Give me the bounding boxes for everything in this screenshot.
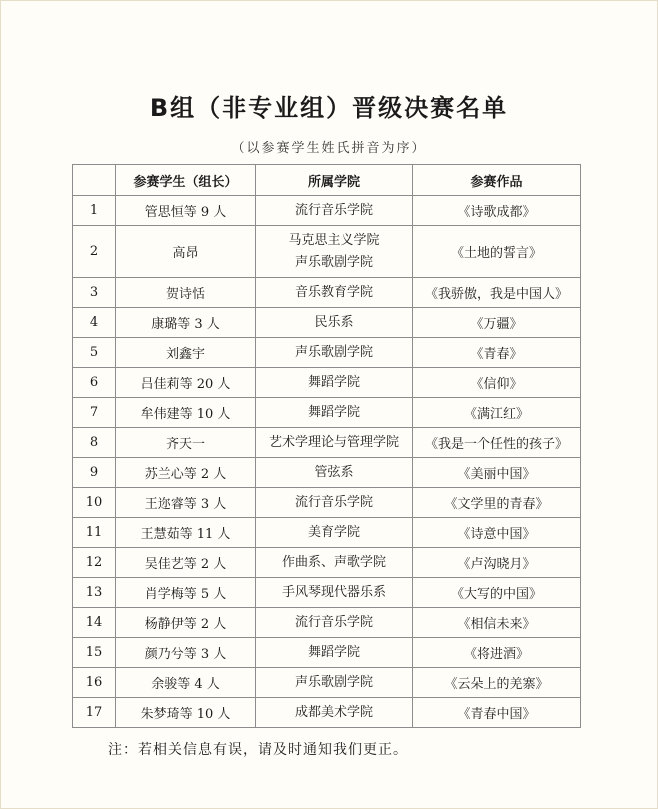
row-index: 13 [73, 578, 116, 608]
row-index: 17 [73, 698, 116, 728]
table-row [73, 548, 581, 578]
college-cell [256, 638, 413, 668]
row-index: 8 [73, 428, 116, 458]
row-index: 14 [73, 608, 116, 638]
work-cell: 《青春中国》 [413, 698, 581, 728]
work-cell: 《诗歌成都》 [413, 196, 581, 226]
work-cell: 《将进酒》 [413, 638, 581, 668]
work-cell: 《相信未来》 [413, 608, 581, 638]
college-name: 舞蹈学院 [307, 374, 360, 390]
college-name: 舞蹈学院 [307, 644, 360, 660]
college-cell [256, 308, 413, 338]
student-cell: 贺诗恬 [116, 278, 256, 308]
student-cell: 康璐等 3 人 [116, 308, 256, 338]
table-row [73, 196, 581, 226]
work-cell: 《卢沟晓月》 [413, 548, 581, 578]
college-cell [256, 488, 413, 518]
college-cell [256, 578, 413, 608]
college-name: 声乐歌剧学院 [294, 344, 373, 360]
college-cell [256, 428, 413, 458]
college-name: 民乐系 [314, 314, 354, 330]
page-title: B组（非专业组）晋级决赛名单 [149, 94, 509, 122]
table-row [73, 488, 581, 518]
student-cell: 刘鑫宇 [116, 338, 256, 368]
college-cell [256, 698, 413, 728]
student-cell: 肖学梅等 5 人 [116, 578, 256, 608]
table-row [73, 338, 581, 368]
student-cell: 管思恒等 9 人 [116, 196, 256, 226]
work-cell: 《满江红》 [413, 398, 581, 428]
table-row [73, 458, 581, 488]
college-name: 流行音乐学院 [294, 494, 373, 510]
row-index: 3 [73, 278, 116, 308]
college-cell [256, 196, 413, 226]
college-name: 管弦系 [314, 464, 354, 480]
college-cell [256, 458, 413, 488]
table-body [73, 196, 581, 728]
table-row [73, 518, 581, 548]
table-row [73, 368, 581, 398]
college-name: 艺术学理论与管理学院 [268, 434, 399, 450]
student-cell: 朱梦琦等 10 人 [116, 698, 256, 728]
table-row [73, 226, 581, 278]
work-cell: 《诗意中国》 [413, 518, 581, 548]
college-cell [256, 368, 413, 398]
row-index: 2 [73, 226, 116, 278]
work-cell: 《万疆》 [413, 308, 581, 338]
college-cell [256, 668, 413, 698]
college-cell [256, 608, 413, 638]
student-cell: 吕佳莉等 20 人 [116, 368, 256, 398]
table-row [73, 608, 581, 638]
student-cell: 吴佳艺等 2 人 [116, 548, 256, 578]
row-index: 7 [73, 398, 116, 428]
student-cell: 王慧茹等 11 人 [116, 518, 256, 548]
college-name: 马克思主义学院 [288, 232, 380, 248]
header-college: 所属学院 [256, 165, 413, 196]
table-row [73, 668, 581, 698]
college-cell [256, 518, 413, 548]
student-cell: 高昂 [116, 226, 256, 278]
college-name: 流行音乐学院 [294, 202, 373, 218]
college-name: 声乐歌剧学院 [294, 674, 373, 690]
work-cell: 《美丽中国》 [413, 458, 581, 488]
footnote: 注：若相关信息有误，请及时通知我们更正。 [108, 742, 408, 758]
work-cell: 《文学里的青春》 [413, 488, 581, 518]
student-cell: 余骏等 4 人 [116, 668, 256, 698]
row-index: 4 [73, 308, 116, 338]
row-index: 1 [73, 196, 116, 226]
work-cell: 《土地的誓言》 [413, 226, 581, 278]
row-index: 15 [73, 638, 116, 668]
work-cell: 《大写的中国》 [413, 578, 581, 608]
college-cell [256, 278, 413, 308]
header-student: 参赛学生（组长） [116, 165, 256, 196]
row-index: 10 [73, 488, 116, 518]
table-row [73, 698, 581, 728]
student-cell: 苏兰心等 2 人 [116, 458, 256, 488]
college-cell [256, 338, 413, 368]
college-name: 手风琴现代器乐系 [281, 584, 386, 600]
row-index: 9 [73, 458, 116, 488]
header-work: 参赛作品 [413, 165, 581, 196]
table-header-row [73, 165, 581, 196]
college-cell [256, 226, 413, 278]
work-cell: 《青春》 [413, 338, 581, 368]
table-row [73, 278, 581, 308]
table-row [73, 638, 581, 668]
college-name: 作曲系、声歌学院 [281, 554, 386, 570]
table-row [73, 398, 581, 428]
work-cell: 《云朵上的羌寨》 [413, 668, 581, 698]
college-name: 流行音乐学院 [294, 614, 373, 630]
table-row [73, 308, 581, 338]
student-cell: 杨静伊等 2 人 [116, 608, 256, 638]
student-cell: 齐天一 [116, 428, 256, 458]
college-name: 成都美术学院 [294, 704, 373, 720]
work-cell: 《信仰》 [413, 368, 581, 398]
college-name: 音乐教育学院 [294, 284, 373, 300]
work-cell: 《我骄傲，我是中国人》 [413, 278, 581, 308]
row-index: 11 [73, 518, 116, 548]
row-index: 16 [73, 668, 116, 698]
college-name: 舞蹈学院 [307, 404, 360, 420]
college-name: 声乐歌剧学院 [294, 254, 373, 270]
header-index [73, 165, 116, 196]
finalist-table [72, 164, 581, 728]
table-row [73, 428, 581, 458]
student-cell: 牟伟建等 10 人 [116, 398, 256, 428]
college-name: 美育学院 [307, 524, 360, 540]
college-cell [256, 548, 413, 578]
page-subtitle: （以参赛学生姓氏拼音为序） [231, 141, 427, 156]
row-index: 6 [73, 368, 116, 398]
work-cell: 《我是一个任性的孩子》 [413, 428, 581, 458]
student-cell: 王迩睿等 3 人 [116, 488, 256, 518]
student-cell: 颜乃兮等 3 人 [116, 638, 256, 668]
college-cell [256, 398, 413, 428]
table-row [73, 578, 581, 608]
row-index: 12 [73, 548, 116, 578]
row-index: 5 [73, 338, 116, 368]
